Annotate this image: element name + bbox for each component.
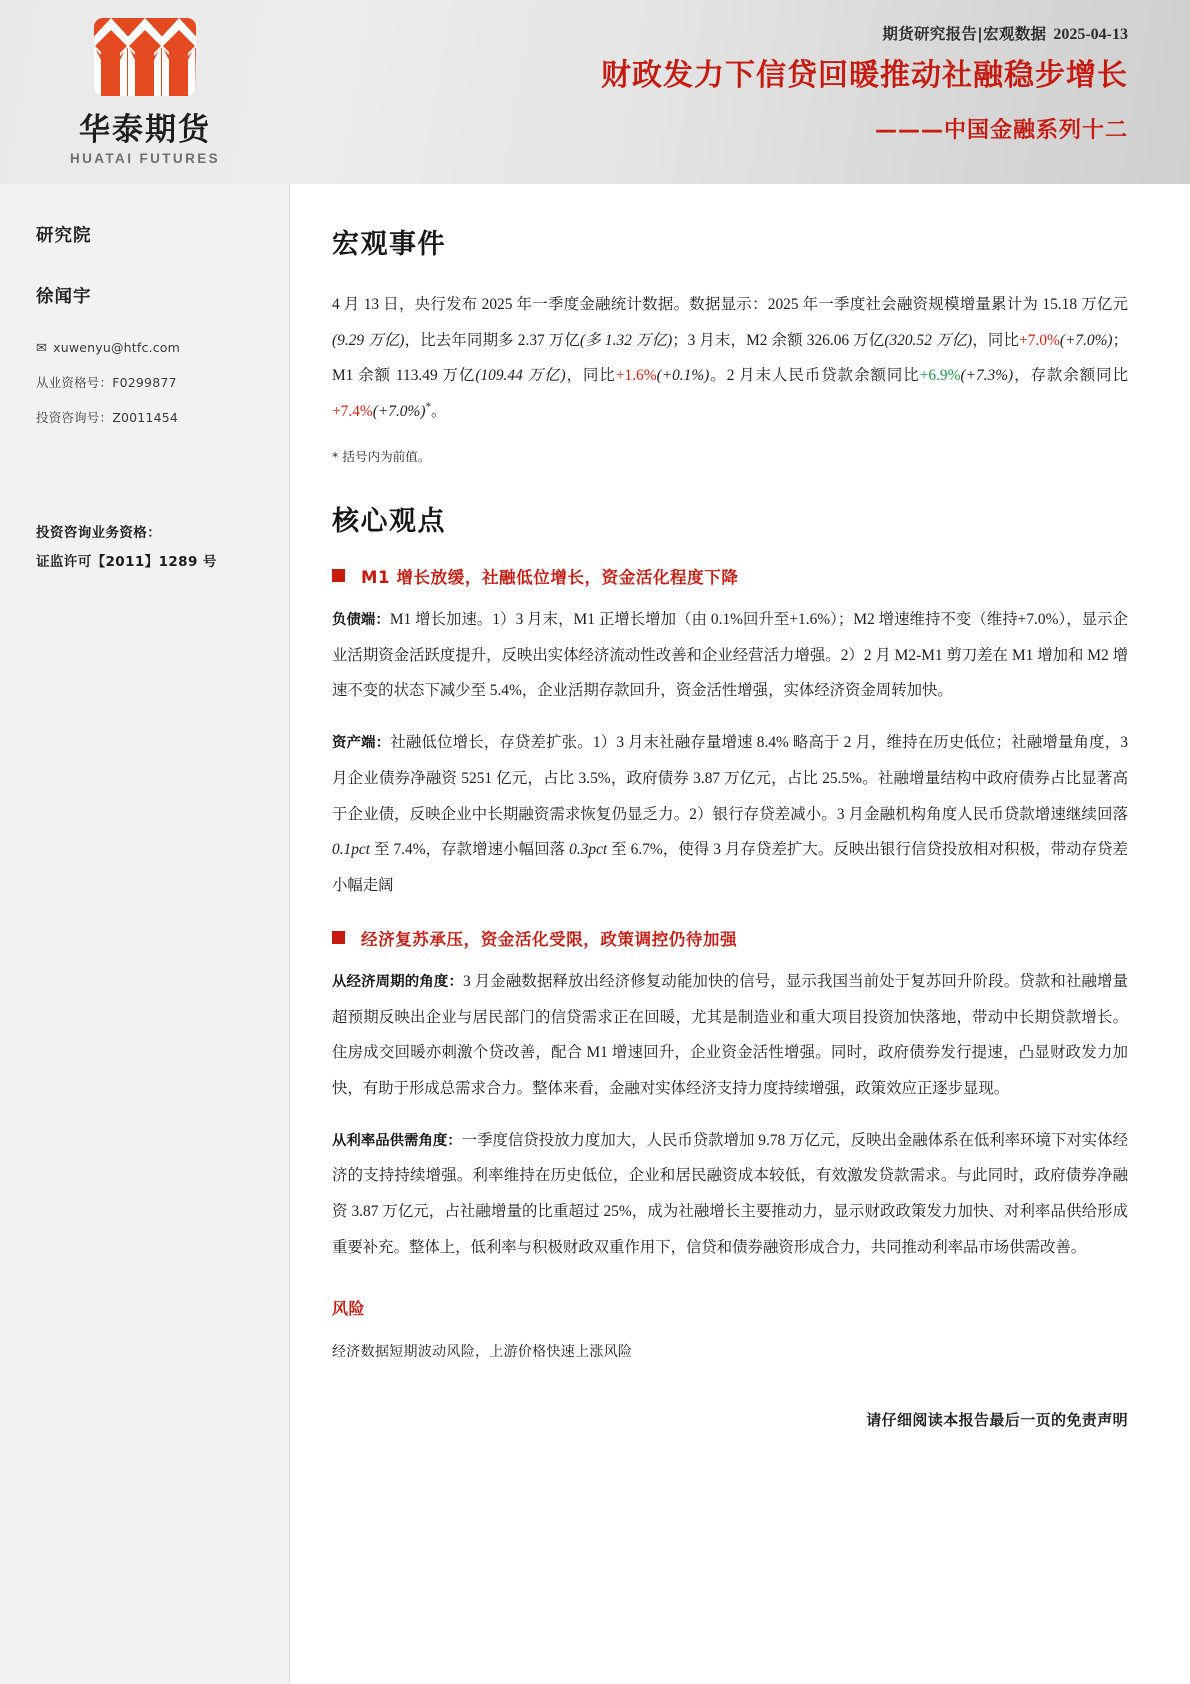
main-content — [290, 184, 1190, 1684]
paragraph-asset-side — [332, 725, 1128, 904]
bullet-heading-2 — [332, 926, 1128, 950]
evt-deposit-yoy-value: +7.4% — [332, 403, 373, 421]
evt-prev2: (多 1.32 万亿) — [579, 331, 673, 349]
evt-prev5: (109.44 万亿) — [475, 367, 566, 385]
evt-p3: ；3 月末，M2 余额 326.06 万亿 — [672, 331, 885, 349]
sidebar-practice-license: 从业资格号：F0299877 — [36, 375, 177, 390]
sidebar-qualification-value: 证监许可【2011】1289 号 — [36, 554, 217, 570]
paragraph-economic-cycle — [332, 964, 1128, 1107]
risk-section-title: 风险 — [332, 1298, 366, 1318]
sidebar-qualification-title: 投资咨询业务资格： — [36, 525, 162, 541]
rate-body: 一季度信贷投放力度加大，人民币贷款增加 9.78 万亿元，反映出金融体系在低利率环境下对实体经济的支持持续增强。利率维持在历史低位，企业和居民融资成本较低，有效激发贷款需求。与此同时，政府债券净融资 3.87 万亿元，占社融增量的比重超过 25%，成为社融增长主要推动力，显示财政政策发力加快、对利率品供给形成重要补充。整体上，低利率与积极财政双重作用下，信贷和债券融资形成合力，共同推动利率品市场供需改善。 — [332, 1131, 1128, 1256]
cycle-body: 3 月金融数据释放出经济修复动能加快的信号，显示我国当前处于复苏回升阶段。贷款和社融增量超预期反映出企业与居民部门的信贷需求正在回暖，尤其是制造业和重大项目投资加快落地，带动中长期贷款增长。住房成交回暖亦刺激个贷改善，配合 M1 增速回升，企业资金活性增强。同时，政府债券发行提速，凸显财政发力加快，有助于形成总需求合力。整体来看，金融对实体经济支持力度持续增强，政策效应正逐步显现。 — [332, 972, 1128, 1098]
evt-loan-yoy-value: +6.9% — [919, 367, 961, 385]
evt-prev7: (+7.3%) — [960, 367, 1014, 385]
sidebar-analyst-name: 徐闻宇 — [36, 287, 92, 307]
evt-p9: 。 — [431, 403, 447, 421]
page-header — [0, 0, 1190, 184]
section-title-macro-event: 宏观事件 — [332, 229, 446, 260]
macro-event-paragraph — [332, 287, 1128, 430]
evt-p5: ；M1 余额 113.49 万亿 — [332, 331, 1128, 385]
brand-name-cn: 华泰期货 — [79, 112, 211, 148]
report-date: 2025-04-13 — [1053, 26, 1128, 43]
evt-p7: 。2 月末人民币贷款余额同比 — [709, 367, 920, 385]
sidebar-email: xuwenyu@htfc.com — [53, 340, 181, 355]
report-kicker — [290, 22, 1128, 44]
evt-p4: ，同比 — [972, 331, 1020, 349]
paragraph-rate-supply-demand — [332, 1123, 1128, 1266]
brand-logo — [0, 0, 290, 166]
evt-prev1: (9.29 万亿) — [332, 331, 405, 349]
paragraph-liability-side — [332, 602, 1128, 709]
evt-p6: ，同比 — [565, 367, 616, 385]
sidebar-spacer — [36, 443, 263, 521]
asset-body-c: 至 6.7%，使得 3 月存贷差扩大。反映出银行信贷投放相对积极，带动存贷差小幅走阔 — [332, 841, 1128, 895]
page-body — [0, 184, 1190, 1684]
asset-body-a: 社融低位增长，存贷差扩张。1）3 月末社融存量增速 8.4% 略高于 2 月，维持在历史低位；社融增量角度，3 月企业债券净融资 5251 亿元，占比 3.5%，政府债券 3.87 万亿元，占比 25.5%。社融增量结构中政府债券占比显著高于企业债，反映企业中长期融资需求恢复仍显乏力。2）银行存贷差减小。3 月金融机构角度人民币贷款增速继续回落 — [332, 734, 1128, 823]
liability-lead-label: 负债端： — [332, 611, 390, 628]
evt-star: * — [425, 401, 431, 414]
sidebar-consulting-license: 投资咨询号：Z0011454 — [36, 410, 179, 425]
evt-m2-yoy-value: +7.0% — [1019, 331, 1060, 349]
sidebar-department: 研究院 — [36, 226, 92, 246]
page-subtitle: ———中国金融系列十二 — [874, 118, 1128, 144]
section-title-core-view: 核心观点 — [332, 505, 446, 537]
bullet-heading-2-label: 经济复苏承压，资金活化受限，政策调控仍待加强 — [361, 929, 738, 949]
evt-m1-yoy-value: +1.6% — [615, 367, 657, 385]
evt-prev4: (+7.0%) — [1059, 331, 1113, 349]
liability-body: M1 增长加速。1）3 月末，M1 正增长增加（由 0.1%回升至+1.6%）；M2 增速维持不变（维持+7.0%），显示企业活期资金活跃度提升，反映出实体经济流动性改善和企业经营活力增强。2）2 月 M2-M1 剪刀差在 M1 增加和 M2 增速不变的状态下减少至 5.4%，企业活期存款回升，资金活性增强，实体经济资金周转加快。 — [332, 610, 1128, 700]
disclaimer-note: 请仔细阅读本报告最后一页的免责声明 — [866, 1410, 1128, 1429]
huatai-logo-icon — [89, 16, 201, 98]
evt-prev8: (+7.0%) — [372, 403, 426, 421]
square-bullet-icon — [332, 931, 345, 944]
footnote: * 括号内为前值。 — [332, 448, 431, 464]
asset-pct1: 0.1pct — [332, 841, 371, 859]
evt-prev6: (+0.1%) — [656, 367, 710, 385]
risk-section-text: 经济数据短期波动风险，上游价格快速上涨风险 — [332, 1343, 633, 1360]
bullet-heading-1-label: M1 增长放缓，社融低位增长，资金活化程度下降 — [361, 567, 739, 587]
sidebar-email-row[interactable] — [36, 340, 263, 356]
evt-p1: 4 月 13 日，央行发布 2025 年一季度金融统计数据。数据显示：2025 年一季度社会融资规模增量累计为 15.18 万亿元 — [332, 296, 1128, 313]
rate-lead-label: 从利率品供需角度： — [332, 1132, 462, 1149]
header-text-block — [290, 0, 1190, 144]
evt-prev3: (320.52 万亿) — [884, 331, 973, 349]
brand-name-en: HUATAI FUTURES — [69, 151, 221, 166]
square-bullet-icon — [332, 569, 345, 582]
evt-p8: ，存款余额同比 — [1013, 367, 1128, 385]
cycle-lead-label: 从经济周期的角度： — [332, 973, 464, 990]
asset-pct2: 0.3pct — [569, 841, 608, 859]
evt-p2: ，比去年同期多 2.37 万亿 — [404, 331, 580, 349]
asset-lead-label: 资产端： — [332, 735, 391, 752]
bullet-heading-1 — [332, 564, 1128, 588]
asset-body-b: 至 7.4%，存款增速小幅回落 — [370, 841, 570, 859]
sidebar — [0, 184, 290, 1684]
mail-icon: ✉ — [36, 341, 48, 356]
page-title: 财政发力下信贷回暖推动社融稳步增长 — [601, 58, 1128, 93]
kicker-label: 期货研究报告|宏观数据 — [882, 25, 1047, 43]
